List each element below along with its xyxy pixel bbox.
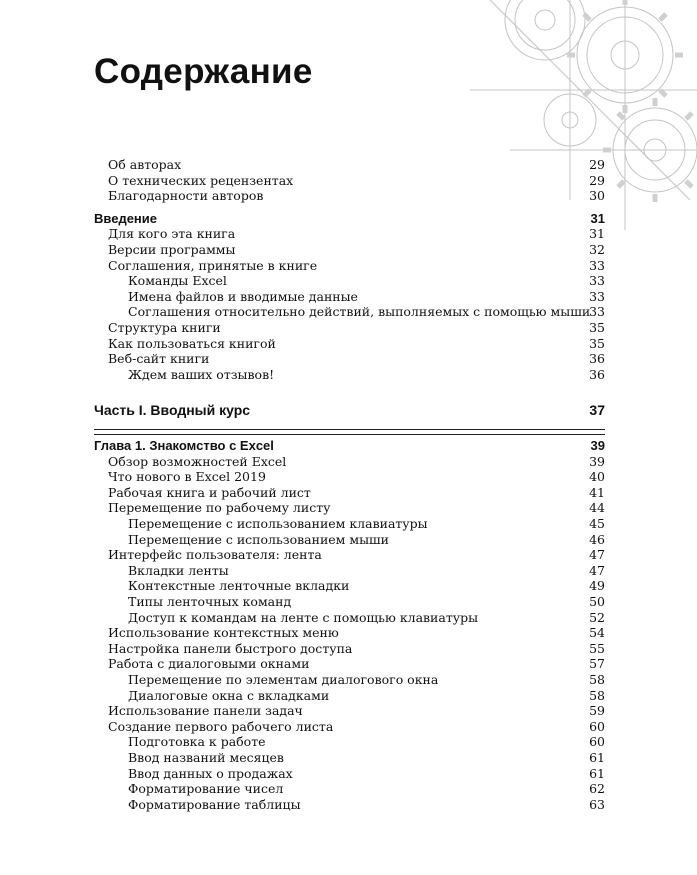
toc-entry-title: Настройка панели быстрого доступа — [108, 640, 353, 656]
toc-entry — [108, 656, 605, 672]
toc-entry-title: Диалоговые окна с вкладками — [128, 687, 330, 703]
toc-entry — [108, 641, 605, 657]
toc-entry — [128, 734, 605, 750]
toc-entry — [128, 594, 605, 610]
toc-entry-page: 63 — [589, 796, 605, 812]
toc-entry-page: 33 — [589, 257, 605, 273]
toc-entry-title: Перемещение с использованием мыши — [128, 531, 389, 547]
toc-entry-title: Структура книги — [108, 320, 221, 335]
toc-entry-title: Ввод данных о продажах — [128, 765, 293, 781]
toc-entry-page: 37 — [589, 402, 605, 419]
toc-entry — [128, 367, 605, 383]
toc-entry-page: 35 — [589, 320, 605, 335]
toc-entry-page: 57 — [589, 656, 605, 672]
toc-entry-title: Веб-сайт книги — [108, 351, 210, 367]
toc-entry-page: 30 — [589, 188, 605, 204]
toc-entry — [108, 454, 605, 470]
toc-entry-title: Соглашения, принятые в книге — [108, 257, 318, 273]
toc-entry-page: 33 — [589, 273, 605, 289]
toc-entry — [108, 157, 605, 173]
toc-entry-page: 58 — [589, 672, 605, 687]
toc-entry-title: Работа с диалоговыми окнами — [108, 656, 310, 672]
toc-entry-page: 39 — [589, 453, 605, 469]
toc-entry-title: Ждем ваших отзывов! — [128, 366, 275, 382]
toc-entry-page: 54 — [589, 625, 605, 641]
toc-entry-title: Использование контекстных меню — [108, 625, 339, 641]
toc-entry-title: О технических рецензентах — [108, 172, 294, 188]
toc-entry-title: Использование панели задач — [108, 703, 303, 719]
toc-entry-page: 39 — [590, 438, 605, 453]
toc-entry-page: 35 — [589, 335, 605, 351]
toc-entry-title: Перемещение по рабочему листу — [108, 500, 331, 516]
toc-entry-page: 60 — [589, 734, 605, 750]
toc-entry-page: 52 — [589, 609, 605, 625]
toc-heading — [94, 402, 605, 418]
toc-entry — [108, 242, 605, 258]
toc-entry-page: 61 — [589, 750, 605, 765]
toc-entry-page: 58 — [589, 687, 605, 703]
toc-entry-page: 33 — [589, 304, 605, 320]
toc-entry-page: 62 — [589, 781, 605, 797]
toc-entry-page: 47 — [589, 562, 605, 578]
toc-entry-page: 59 — [589, 703, 605, 719]
toc-entry-page: 60 — [589, 718, 605, 734]
toc-entry — [108, 703, 605, 719]
toc-entry — [128, 750, 605, 766]
toc-entry-page: 33 — [589, 288, 605, 304]
toc-entry-page: 36 — [589, 351, 605, 367]
toc-entry — [128, 532, 605, 548]
toc-entry — [128, 688, 605, 704]
toc-entry — [108, 173, 605, 189]
toc-entry-title: Команды Excel — [128, 273, 227, 289]
toc-entry-page: 36 — [589, 366, 605, 382]
toc-entry-title: Обзор возможностей Excel — [108, 453, 287, 469]
chapter-rule — [94, 434, 605, 435]
toc-entry-page: 29 — [589, 172, 605, 188]
toc-entry-title: Интерфейс пользователя: лента — [108, 547, 322, 563]
toc-entry-page: 41 — [589, 484, 605, 500]
toc-entry — [128, 766, 605, 782]
toc-entry — [108, 547, 605, 563]
toc-entry-page: 31 — [589, 226, 605, 242]
toc-entry-title: Об авторах — [108, 157, 182, 172]
toc-entry-page: 47 — [589, 547, 605, 563]
toc-entry-page: 31 — [590, 210, 605, 226]
toc-entry-page: 45 — [589, 516, 605, 531]
toc-entry — [128, 578, 605, 594]
toc-entry-title: Форматирование таблицы — [128, 796, 301, 812]
toc-entry-title: Для кого эта книга — [108, 226, 236, 242]
toc-entry-page: 61 — [589, 765, 605, 781]
toc-entry — [128, 304, 605, 320]
toc-entry-title: Глава 1. Знакомство с Excel — [94, 438, 274, 453]
toc-entry-title: Как пользоваться книгой — [108, 335, 276, 351]
toc-entry — [108, 469, 605, 485]
toc-entry-title: Доступ к командам на ленте с помощью клавиатуры — [128, 609, 479, 625]
toc-entry — [128, 289, 605, 305]
toc-entry-title: Подготовка к работе — [128, 734, 266, 750]
toc-entry — [108, 258, 605, 274]
toc-entry-title: Ввод названий месяцев — [128, 750, 284, 765]
toc-entry-page: 40 — [589, 469, 605, 485]
toc-entry — [128, 672, 605, 688]
toc-entry-title: Перемещение с использованием клавиатуры — [128, 516, 428, 531]
toc-entry-page: 49 — [589, 578, 605, 594]
toc-entry-page: 46 — [589, 531, 605, 547]
toc-entry — [108, 320, 605, 336]
toc-entry — [128, 516, 605, 532]
toc-entry — [108, 500, 605, 516]
toc-entry-title: Перемещение по элементам диалогового окна — [128, 672, 439, 687]
toc-entry — [128, 563, 605, 579]
toc-entry — [108, 336, 605, 352]
toc-entry-title: Что нового в Excel 2019 — [108, 469, 266, 485]
toc-entry-title: Типы ленточных команд — [128, 594, 292, 609]
toc-entry — [128, 273, 605, 289]
toc-entry-page: 50 — [589, 594, 605, 609]
toc-entry-page: 29 — [589, 157, 605, 172]
toc-entry — [128, 797, 605, 813]
toc-entry — [108, 485, 605, 501]
toc-entry — [108, 226, 605, 242]
toc-entry-title: Версии программы — [108, 242, 236, 257]
toc-entry — [108, 719, 605, 735]
toc-entry-title: Форматирование чисел — [128, 781, 284, 797]
toc-entry-title: Имена файлов и вводимые данные — [128, 288, 358, 304]
toc-entry — [128, 610, 605, 626]
toc-entry — [108, 188, 605, 204]
toc-entry-title: Создание первого рабочего листа — [108, 718, 334, 734]
toc-entry-title: Введение — [94, 210, 157, 226]
toc-entry — [108, 625, 605, 641]
toc-entry-page: 55 — [589, 640, 605, 656]
toc-entry-page: 32 — [589, 242, 605, 257]
toc-entry — [128, 781, 605, 797]
toc-entry — [108, 351, 605, 367]
toc-entry-title: Соглашения относительно действий, выполняемых с помощью мыши — [128, 304, 591, 320]
page-title: Содержание — [94, 52, 313, 91]
toc-heading — [94, 438, 605, 454]
toc-heading — [94, 211, 605, 227]
toc-entry-title: Благодарности авторов — [108, 188, 264, 204]
part-rule — [94, 429, 605, 430]
toc-entry-title: Рабочая книга и рабочий лист — [108, 484, 311, 500]
toc-entry-title: Контекстные ленточные вкладки — [128, 578, 350, 594]
toc-entry-page: 44 — [589, 500, 605, 516]
toc-entry-title: Вкладки ленты — [128, 562, 229, 578]
toc-entry-title: Часть I. Вводный курс — [94, 402, 251, 419]
